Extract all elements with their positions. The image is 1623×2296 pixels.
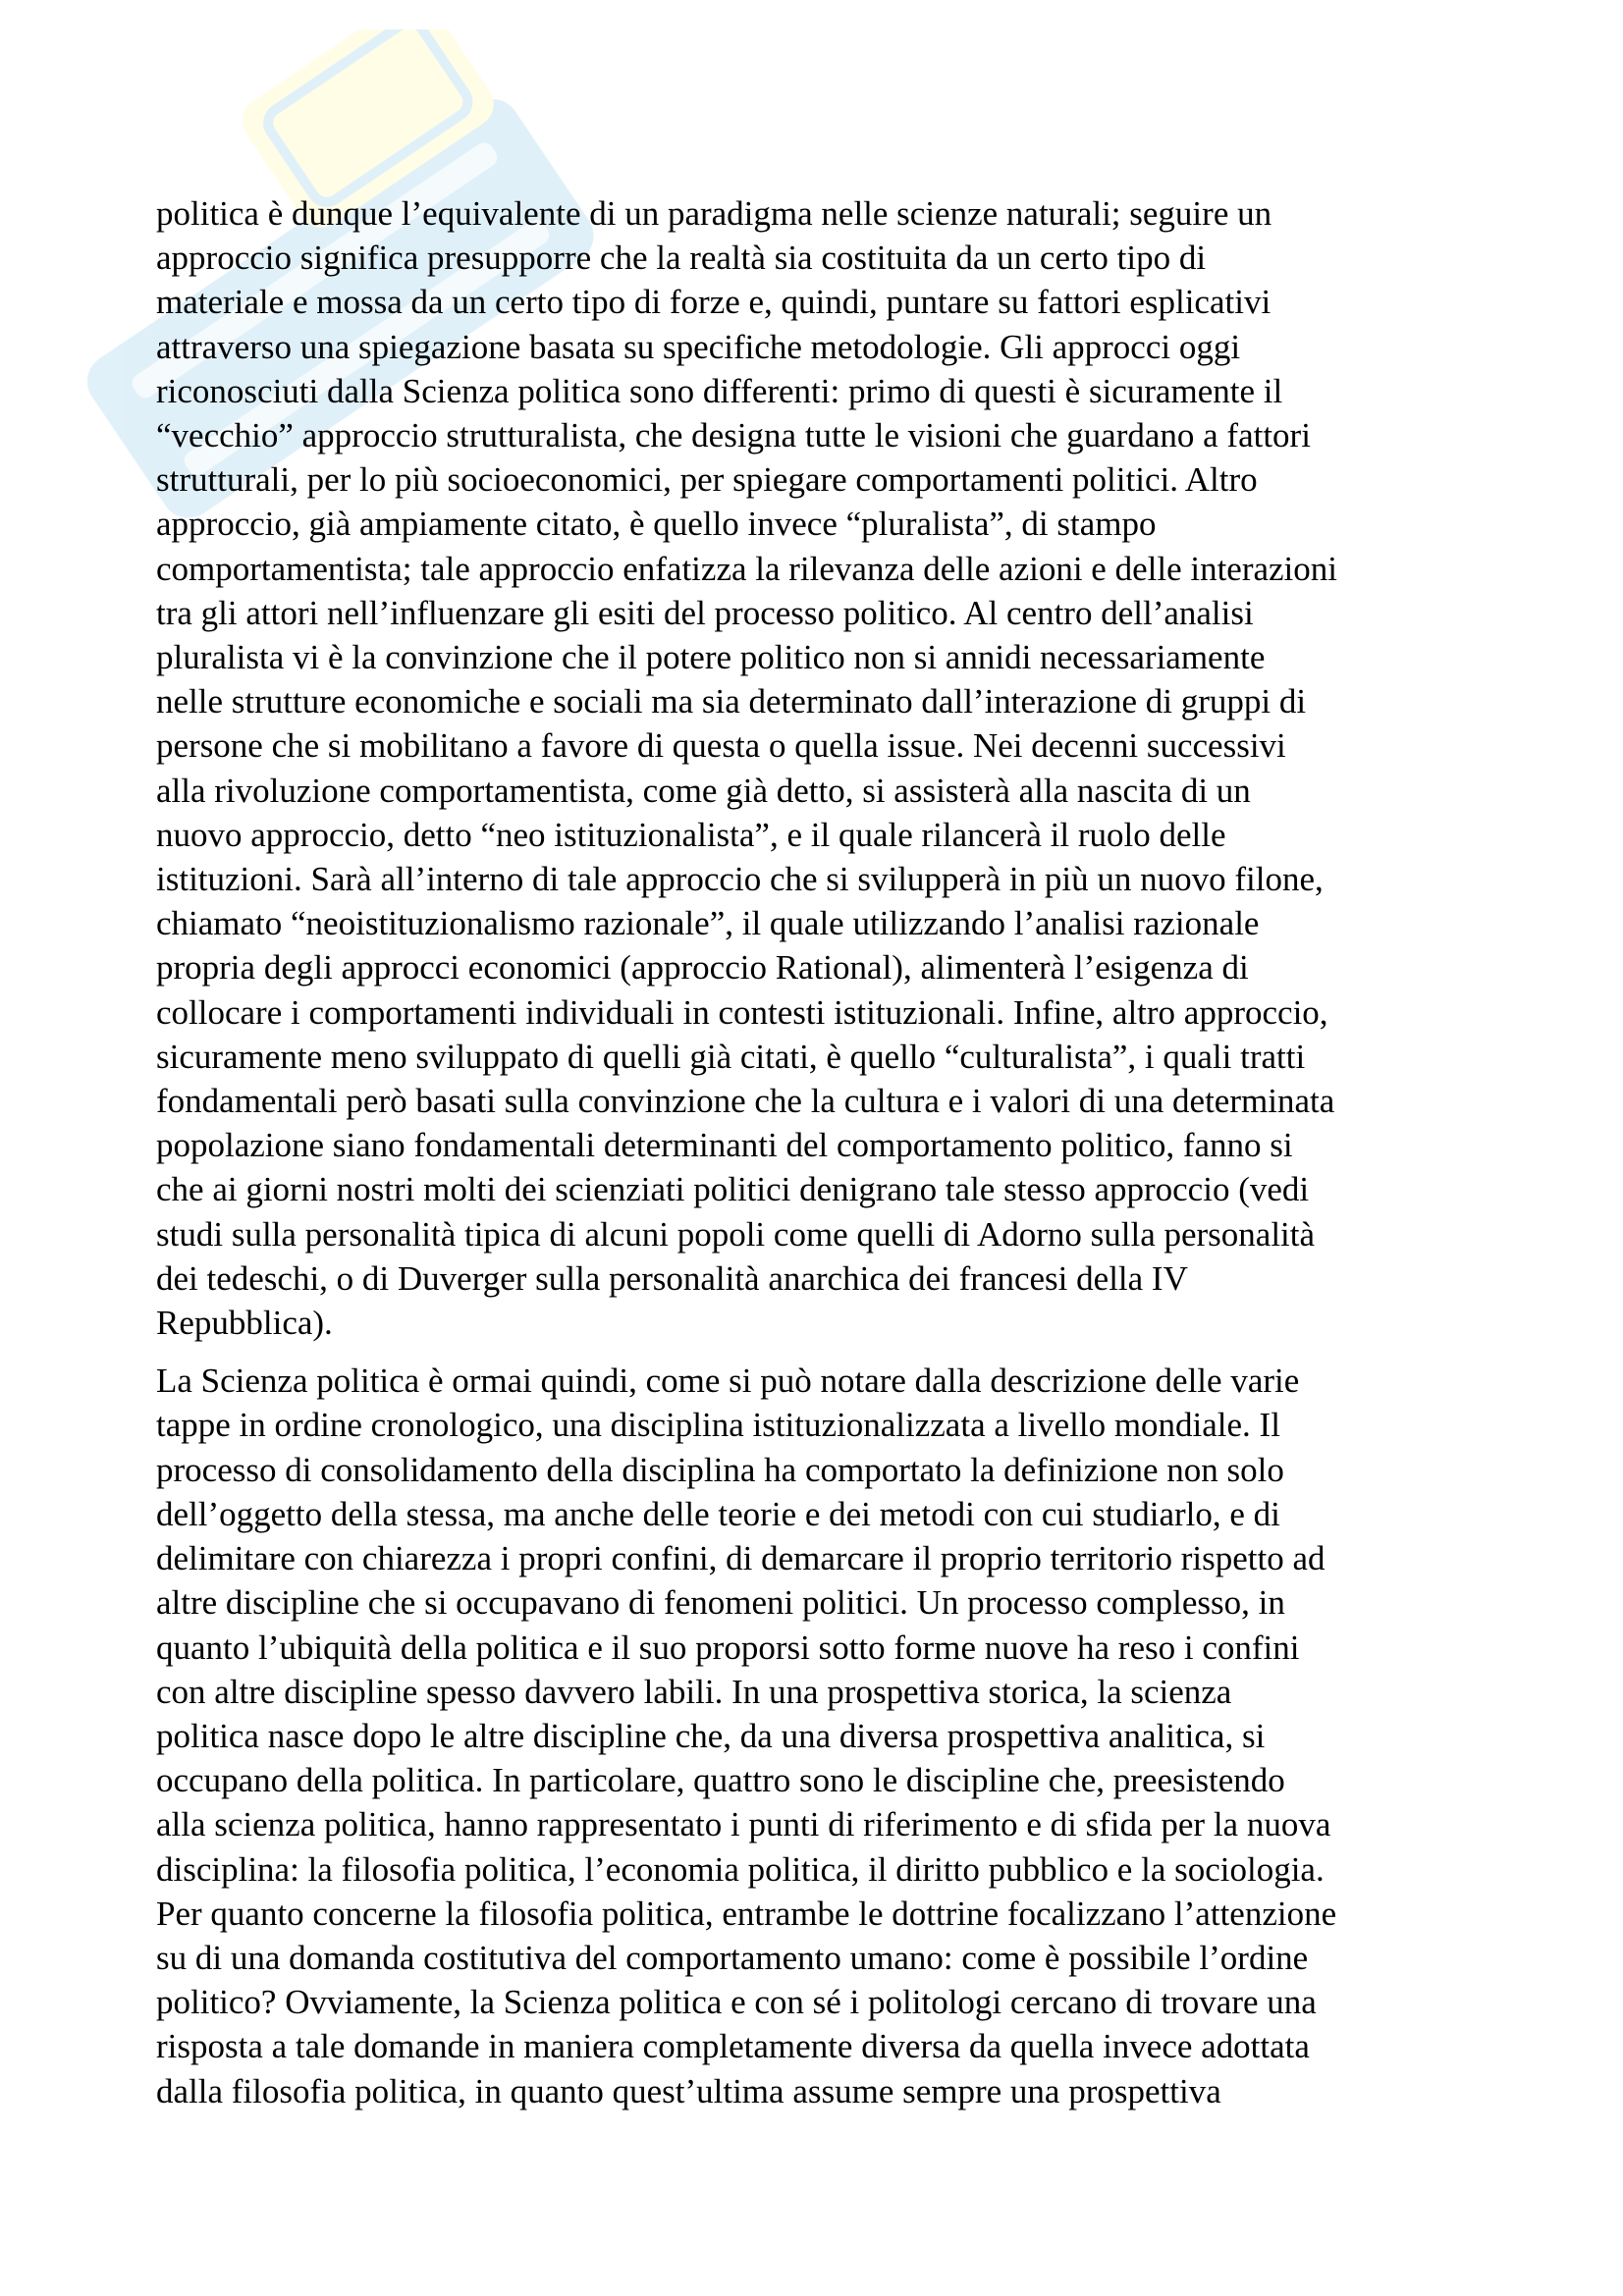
text-line: Per quanto concerne la filosofia politica, entrambe le dottrine focalizzano l’attenzione (156, 1894, 1337, 1933)
text-line: politica è dunque l’equivalente di un paradigma nelle scienze naturali; seguire un (156, 194, 1272, 233)
text-line: attraverso una spiegazione basata su specifiche metodologie. Gli approcci oggi (156, 327, 1241, 366)
text-line: comportamentista; tale approccio enfatizza la rilevanza delle azioni e delle interazioni (156, 549, 1338, 588)
text-line: con altre discipline spesso davvero labili. In una prospettiva storica, la scienza (156, 1672, 1232, 1711)
document-page (156, 191, 1482, 2113)
text-line: politico? Ovviamente, la Scienza politica e con sé i politologi cercano di trovare una (156, 1983, 1317, 2022)
text-line: propria degli approcci economici (approccio Rational), alimenterà l’esigenza di (156, 948, 1249, 988)
text-line: strutturali, per lo più socioeconomici, per spiegare comportamenti politici. Altro (156, 460, 1258, 500)
text-line: che ai giorni nostri molti dei scienziati politici denigrano tale stesso approccio (vedi (156, 1170, 1310, 1209)
text-line: La Scienza politica è ormai quindi, come si può notare dalla descrizione delle varie (156, 1362, 1300, 1401)
text-line: altre discipline che si occupavano di fenomeni politici. Un processo complesso, in (156, 1583, 1285, 1623)
text-line: studi sulla personalità tipica di alcuni popoli come quelli di Adorno sulla personalità (156, 1214, 1316, 1254)
text-line: occupano della politica. In particolare, quattro sono le discipline che, preesistendo (156, 1761, 1285, 1800)
text-line: pluralista vi è la convinzione che il potere politico non si annidi necessariamente (156, 638, 1266, 677)
text-line: istituzioni. Sarà all’interno di tale approccio che si svilupperà in più un nuovo filone, (156, 860, 1324, 899)
text-line: su di una domanda costitutiva del comportamento umano: come è possibile l’ordine (156, 1938, 1309, 1977)
text-line: risposta a tale domande in maniera completamente diversa da quella invece adottata (156, 2027, 1310, 2066)
text-line: dei tedeschi, o di Duverger sulla personalità anarchica dei francesi della IV (156, 1258, 1188, 1298)
watermark-badge-outline (262, 29, 474, 208)
text-line: popolazione siano fondamentali determinanti del comportamento politico, fanno si (156, 1126, 1293, 1165)
text-line: nelle strutture economiche e sociali ma sia determinato dall’interazione di gruppi di (156, 682, 1307, 721)
text-line: fondamentali però basati sulla convinzione che la cultura e i valori di una determinata (156, 1082, 1335, 1121)
text-line: tappe in ordine cronologico, una disciplina istituzionalizzata a livello mondiale. Il (156, 1406, 1280, 1445)
text-line: sicuramente meno sviluppato di quelli già citati, è quello “culturalista”, i quali tratti (156, 1037, 1306, 1076)
text-line: chiamato “neoistituzionalismo razionale”, il quale utilizzando l’analisi razionale (156, 904, 1260, 943)
text-line: nuovo approccio, detto “neo istituzionalista”, e il quale rilancerà il ruolo delle (156, 815, 1226, 854)
text-line: Repubblica). (156, 1304, 333, 1343)
text-line: collocare i comportamenti individuali in contesti istituzionali. Infine, altro approccio, (156, 992, 1328, 1032)
paragraph-approaches (156, 191, 1482, 1345)
text-line: dell’oggetto della stessa, ma anche delle teorie e dei metodi con cui studiarlo, e di (156, 1494, 1280, 1533)
text-line: alla rivoluzione comportamentista, come già detto, si assisterà alla nascita di un (156, 771, 1251, 810)
text-line: “vecchio” approccio strutturalista, che designa tutte le visioni che guardano a fattori (156, 416, 1311, 455)
paragraph-discipline (156, 1359, 1482, 2112)
text-line: approccio, già ampiamente citato, è quello invece “pluralista”, di stampo (156, 505, 1157, 544)
text-line: politica nasce dopo le altre discipline che, da una diversa prospettiva analitica, si (156, 1716, 1266, 1755)
text-line: processo di consolidamento della disciplina ha comportato la definizione non solo (156, 1450, 1284, 1489)
text-line: materiale e mossa da un certo tipo di forze e, quindi, puntare su fattori esplicativi (156, 283, 1271, 322)
text-line: dalla filosofia politica, in quanto quest’ultima assume sempre una prospettiva (156, 2071, 1221, 2110)
text-line: riconosciuti dalla Scienza politica sono differenti: primo di questi è sicuramente il (156, 371, 1283, 410)
text-line: disciplina: la filosofia politica, l’economia politica, il diritto pubblico e la sociologia. (156, 1849, 1325, 1889)
text-line: alla scienza politica, hanno rappresentato i punti di riferimento e di sfida per la nuova (156, 1805, 1331, 1844)
text-line: approccio significa presupporre che la realtà sia costituita da un certo tipo di (156, 239, 1207, 278)
text-line: tra gli attori nell’influenzare gli esiti del processo politico. Al centro dell’analisi (156, 593, 1254, 632)
text-line: delimitare con chiarezza i propri confini, di demarcare il proprio territorio rispetto ad (156, 1539, 1325, 1578)
text-line: persone che si mobilitano a favore di questa o quella issue. Nei decenni successivi (156, 726, 1286, 766)
text-line: quanto l’ubiquità della politica e il suo proporsi sotto forme nuove ha reso i confini (156, 1628, 1300, 1667)
